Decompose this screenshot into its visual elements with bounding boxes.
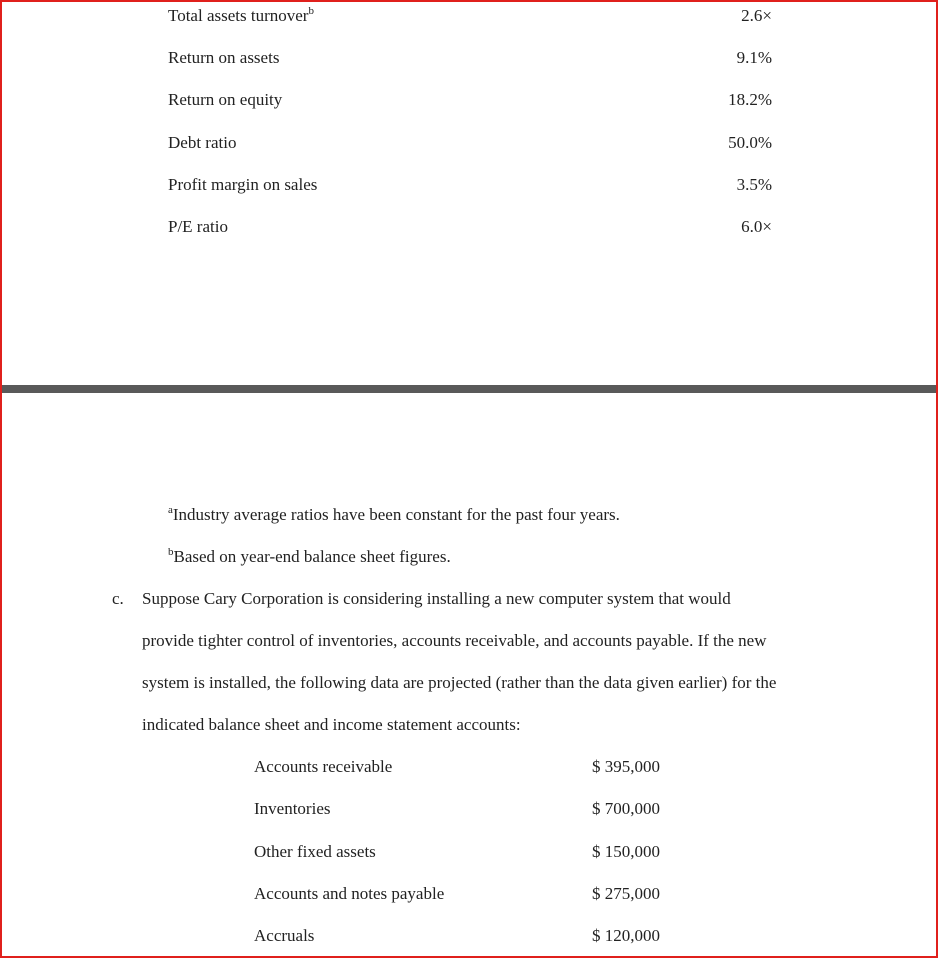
list-marker: c. bbox=[112, 589, 124, 608]
account-value: $ 275,000 bbox=[592, 884, 660, 903]
ratio-label: Return on assets bbox=[168, 48, 280, 67]
page-separator bbox=[2, 385, 936, 393]
paragraph-line: Suppose Cary Corporation is considering installing a new computer system that would bbox=[142, 589, 731, 608]
account-label: Other fixed assets bbox=[254, 842, 376, 861]
account-label: Inventories bbox=[254, 799, 331, 818]
ratio-value: 18.2% bbox=[728, 90, 772, 109]
footnote-marker: b bbox=[308, 5, 314, 17]
footnote-marker: a bbox=[168, 504, 173, 516]
paragraph-line: system is installed, the following data are projected (rather than the data given earlier) for the bbox=[142, 673, 777, 692]
ratio-value: 50.0% bbox=[728, 133, 772, 152]
paragraph-line: indicated balance sheet and income statement accounts: bbox=[142, 715, 521, 734]
ratio-label: Debt ratio bbox=[168, 133, 237, 152]
paragraph-line: provide tighter control of inventories, accounts receivable, and accounts payable. If the new bbox=[142, 631, 767, 650]
account-value: $ 700,000 bbox=[592, 799, 660, 818]
ratio-label: Profit margin on sales bbox=[168, 175, 318, 194]
account-label: Accounts receivable bbox=[254, 757, 393, 776]
account-value: $ 395,000 bbox=[592, 757, 660, 776]
account-value: $ 120,000 bbox=[592, 926, 660, 945]
footnote: $^b$Based on year-end balance sheet figures. bbox=[168, 546, 451, 566]
ratio-value: 9.1% bbox=[736, 48, 772, 67]
ratio-label: Return on equity bbox=[168, 90, 283, 109]
account-label: Accounts and notes payable bbox=[254, 884, 445, 903]
ratio-value: 2.6× bbox=[741, 6, 772, 25]
ratio-label: Total assets turnover$^b$ bbox=[168, 5, 314, 25]
account-value: $ 150,000 bbox=[592, 842, 660, 861]
account-label: Accruals bbox=[254, 926, 315, 945]
ratio-value: 6.0× bbox=[741, 217, 772, 236]
ratio-label: P/E ratio bbox=[168, 217, 228, 236]
footnote-marker: b bbox=[168, 546, 174, 558]
footnote: $^a$Industry average ratios have been constant for the past four years. bbox=[168, 504, 620, 524]
ratio-value: 3.5% bbox=[736, 175, 772, 194]
